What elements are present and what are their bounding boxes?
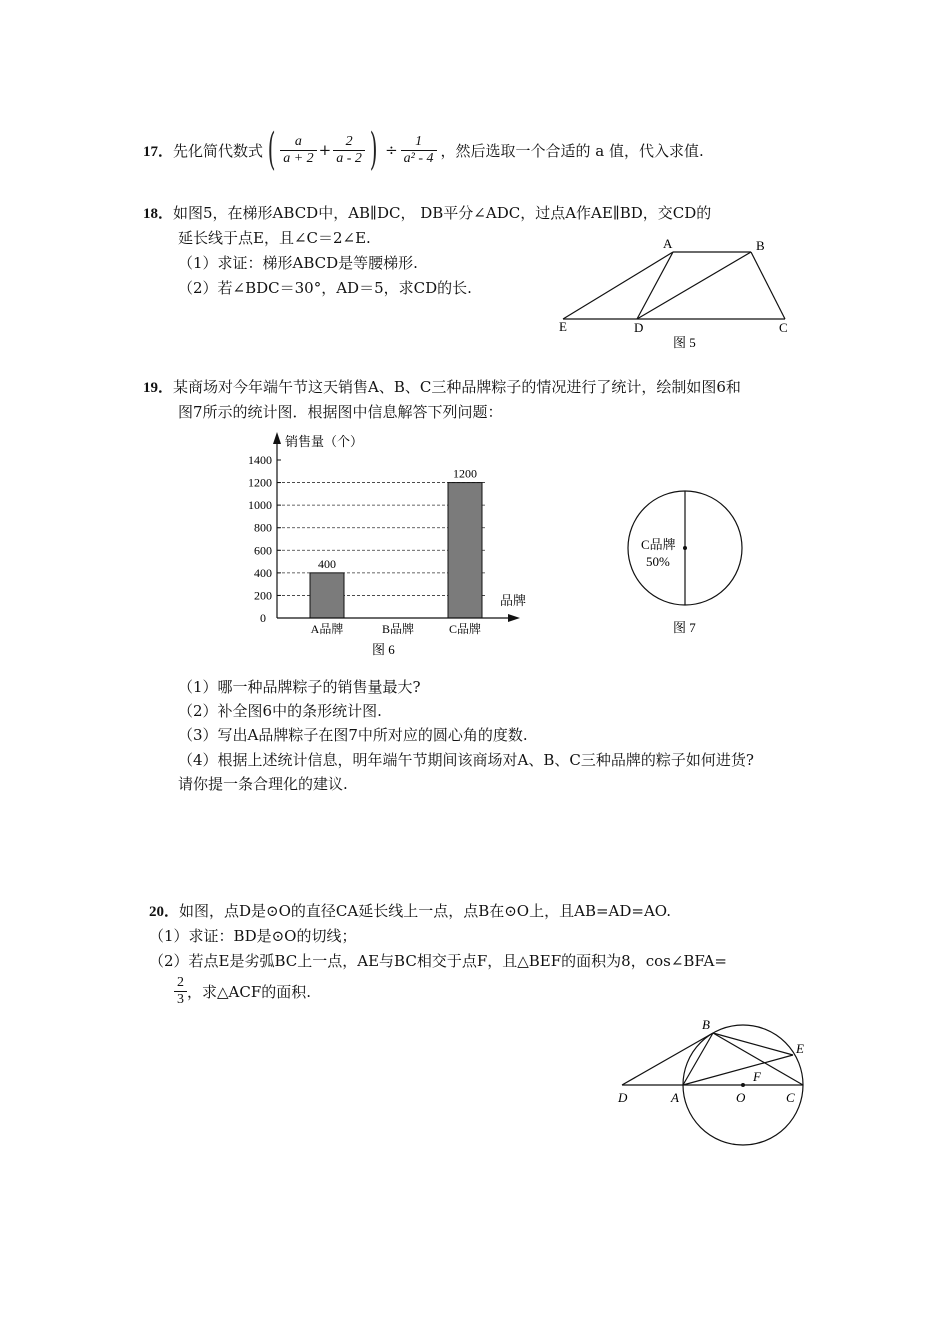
divide-sign: ÷ xyxy=(385,141,398,159)
question-19-line2: 图7所示的统计图．根据图中信息解答下列问题： xyxy=(178,403,503,421)
x-category-label-1: A品牌 xyxy=(310,622,344,636)
question-19-part2: （2）补全图6中的条形统计图. xyxy=(178,702,382,720)
chart-categories xyxy=(311,621,481,636)
y-tick-label-1400: 1400 xyxy=(248,453,272,467)
question-18-line1: 18．如图5，在梯形ABCD中，AB∥DC， DB平分∠ADC，过点A作AE∥BD，交CD的 xyxy=(143,204,712,222)
question-18-line2: 延长线于点E，且∠C＝2∠E. xyxy=(178,229,371,247)
question-20-line1: 20．如图，点D是⊙O的直径CA延长线上一点，点B在⊙O上，且AB=AD=AO. xyxy=(149,902,671,920)
question-text-suffix: ，然后选取一个合适的 a 值，代入求值. xyxy=(440,141,704,160)
label-A: A xyxy=(663,236,673,251)
label-B: B xyxy=(702,1017,710,1032)
figure-7-caption: 图 7 xyxy=(673,620,696,635)
question-18-part2: （2）若∠BDC＝30°，AD＝5，求CD的长. xyxy=(178,279,472,297)
bar-value-label-3: 1200 xyxy=(453,466,477,481)
fraction-2-over-a-minus-2: $\frac{2}{a - 2}$ xyxy=(333,134,365,167)
plus-sign: + xyxy=(318,141,332,159)
x-category-label-2: B品牌 xyxy=(381,622,415,636)
label-F: F xyxy=(753,1069,761,1084)
x-axis-arrow xyxy=(508,614,520,622)
y-tick-label-1000: 1000 xyxy=(248,498,272,513)
question-number: 17． xyxy=(143,143,174,160)
fraction-2-over-3: $\frac{2}{3}$ xyxy=(174,975,187,1008)
fraction-1-over-a2-minus-4: $\frac{1}{\text{a² - 4}}$ xyxy=(401,134,437,167)
bar-3 xyxy=(448,483,482,618)
question-17 xyxy=(143,124,704,176)
figure-q20-circle xyxy=(610,1015,820,1155)
question-number: 18． xyxy=(143,206,174,222)
pie-label-percent: 50% xyxy=(646,554,670,569)
center-dot-O xyxy=(741,1083,745,1087)
label-C: C xyxy=(779,320,788,335)
left-paren: ( xyxy=(267,124,276,175)
question-text: 先化简代数式 xyxy=(173,141,264,160)
figure-6-bar-chart xyxy=(230,428,540,663)
y-tick-label-200: 200 xyxy=(254,588,272,603)
segment-DB xyxy=(637,252,751,319)
y-tick-label-600: 600 xyxy=(254,543,272,558)
label-O: O xyxy=(736,1090,746,1105)
segment-DB xyxy=(622,1033,713,1085)
y-tick-label-0: 0 xyxy=(260,611,266,625)
question-19-part4: （4）根据上述统计信息，明年端午节期间该商场对A、B、C三种品牌的粽子如何进货? xyxy=(178,751,754,769)
question-20-part1: （1）求证：BD是⊙O的切线； xyxy=(149,927,357,945)
chart-bars xyxy=(310,467,482,618)
question-19-part1: （1）哪一种品牌粽子的销售量最大? xyxy=(178,678,421,696)
y-axis-label: 销售量（个） xyxy=(285,434,364,449)
label-D: D xyxy=(634,320,644,335)
label-B: B xyxy=(756,238,765,253)
question-number: 20． xyxy=(149,904,180,920)
figure-6-caption: 图 6 xyxy=(372,642,395,657)
label-C: C xyxy=(786,1090,795,1105)
label-E: E xyxy=(796,1041,804,1056)
question-19-part4-cont: 请你提一条合理化的建议. xyxy=(178,775,348,793)
fraction-a-over-a-plus-2: $\frac{a}{a + 2}$ xyxy=(280,134,316,167)
right-paren: ) xyxy=(369,124,378,175)
question-number: 19． xyxy=(143,380,174,396)
segment-BE xyxy=(713,1033,793,1055)
label-E: E xyxy=(559,319,567,334)
y-tick-label-1200: 1200 xyxy=(248,475,272,490)
figure-7-pie-chart xyxy=(620,485,760,640)
pie-label-c-brand: C品牌 xyxy=(641,537,676,552)
segment-EA xyxy=(563,252,673,319)
x-axis-label: 品牌 xyxy=(500,593,527,608)
label-A: A xyxy=(671,1090,679,1105)
bar-value-label-1: 400 xyxy=(318,556,336,571)
question-19-part3: （3）写出A品牌粽子在图7中所对应的圆心角的度数. xyxy=(178,726,528,744)
question-20-part2-cont: $\frac{2}{3}$ ，求△ACF的面积. xyxy=(174,975,311,1008)
y-axis-arrow xyxy=(273,432,281,444)
y-tick-label-400: 400 xyxy=(254,565,272,580)
question-20-part2: （2）若点E是劣弧BC上一点，AE与BC相交于点F，且△BEF的面积为8，cos∠BFA= xyxy=(149,952,727,970)
figure-5-caption: 图 5 xyxy=(673,335,696,350)
pie-center-dot xyxy=(683,546,687,550)
x-category-label-3: C品牌 xyxy=(448,622,482,636)
question-18-part1: （1）求证：梯形ABCD是等腰梯形. xyxy=(178,254,418,272)
question-19-line1: 19．某商场对今年端午节这天销售A、B、C三种品牌粽子的情况进行了统计，绘制如图6和 xyxy=(143,378,741,396)
y-tick-label-800: 800 xyxy=(254,520,272,535)
bar-1 xyxy=(310,573,344,618)
segment-BC xyxy=(751,252,785,319)
chart-ticks xyxy=(248,453,281,625)
figure-5-trapezoid xyxy=(555,235,805,355)
segment-AB xyxy=(683,1033,713,1085)
label-D: D xyxy=(618,1090,628,1105)
